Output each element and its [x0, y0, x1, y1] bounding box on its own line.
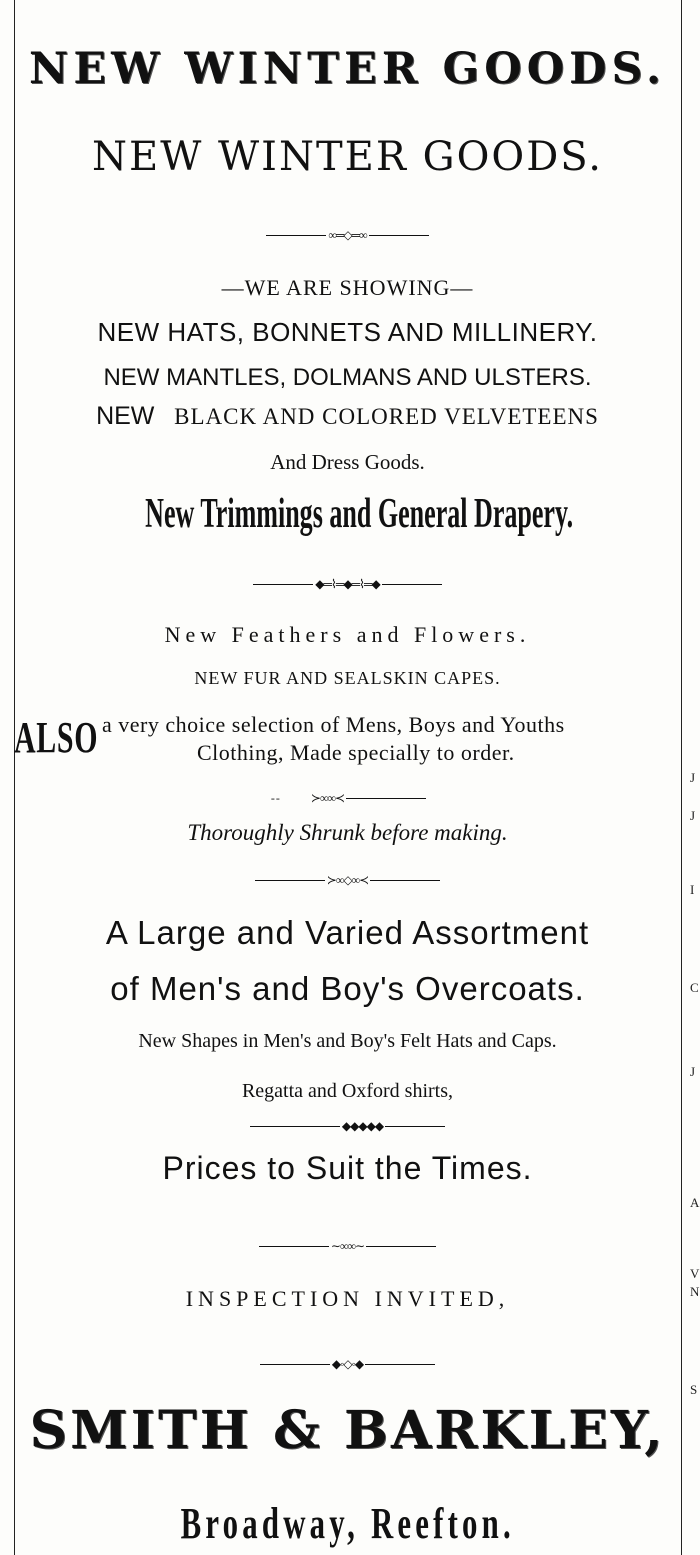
decorative-headline: NEW WINTER GOODS. [29, 44, 666, 94]
ornamental-divider: ◆═⌇═◆═⌇═◆ [14, 578, 681, 590]
ornamental-divider: ∼∞∞∼ [14, 1240, 681, 1252]
gothic-headline: NEW WINTER GOODS. [92, 134, 603, 180]
ornamental-divider: ≻∞◇∞≺ [14, 874, 681, 886]
velveteens-prefix: NEW [96, 402, 155, 430]
trimmings-line: New Trimmings and General Drapery. [145, 491, 574, 537]
right-column-rule [681, 0, 682, 1555]
ornamental-divider: ∞═◇═∞ [14, 229, 681, 241]
margin-fragment: S [690, 1382, 698, 1397]
margin-fragment: A [690, 1195, 700, 1210]
margin-fragment: J [690, 770, 696, 785]
feathers-line: New Feathers and Flowers. [164, 622, 531, 647]
margin-fragment: I [690, 882, 695, 897]
also-line-2: Clothing, Made specially to order. [197, 740, 515, 765]
shirts-line: Regatta and Oxford shirts, [241, 1080, 454, 1102]
also-block [14, 712, 681, 772]
mantles-line: NEW MANTLES, DOLMANS AND ULSTERS. [103, 364, 592, 391]
address-wrap [14, 1498, 681, 1549]
shapes-line: New Shapes in Men's and Boy's Felt Hats and Caps. [138, 1030, 557, 1052]
velveteens-line [14, 402, 681, 431]
showing-intro: —WE ARE SHOWING— [221, 275, 474, 300]
assortment-line-2: of Men's and Boy's Overcoats. [110, 970, 585, 1007]
also-line-1: a very choice selection of Mens, Boys and Youths [102, 712, 565, 737]
firm-name: SMITH & BARKLEY, [29, 1400, 666, 1461]
hats-line: NEW HATS, BONNETS AND MILLINERY. [97, 317, 598, 347]
trimmings-line-wrap [14, 490, 681, 538]
margin-fragment: J [690, 808, 696, 823]
fur-line: NEW FUR AND SEALSKIN CAPES. [194, 668, 501, 688]
also-word: ALSO [14, 713, 99, 762]
ornamental-divider: - - ≻∞∞≺ [14, 792, 681, 804]
shrunk-line: Thoroughly Shrunk before making. [187, 820, 508, 845]
margin-fragment: J [690, 1064, 696, 1079]
velveteens-rest: BLACK AND COLORED VELVETEENS [174, 404, 599, 429]
margin-fragment: C [690, 980, 699, 995]
inspection-line: INSPECTION INVITED, [185, 1286, 510, 1311]
ornamental-divider: ◆◆◆◆◆ [14, 1120, 681, 1132]
prices-line: Prices to Suit the Times. [162, 1150, 533, 1186]
margin-fragment: V [690, 1266, 700, 1281]
ornamental-divider: ◆◦◇◦◆ [14, 1358, 681, 1370]
assortment-line-1: A Large and Varied Assortment [105, 914, 590, 951]
margin-fragment: N [690, 1284, 700, 1299]
address: Broadway, Reefton. [180, 1499, 515, 1548]
dress-goods-line: And Dress Goods. [270, 450, 425, 474]
